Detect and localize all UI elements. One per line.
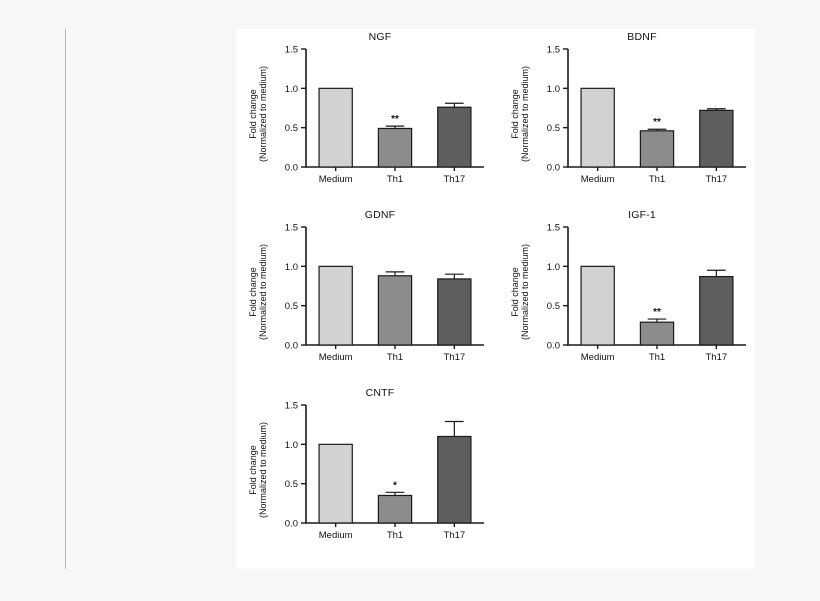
x-tick-label: Th1 (648, 352, 666, 363)
y-tick-label: 1.5 (546, 44, 560, 56)
x-tick-label: Medium (318, 174, 353, 185)
bar-th17 (438, 436, 471, 523)
chart-panel-bdnf (498, 29, 758, 205)
y-tick-label: 0.0 (546, 340, 560, 352)
y-tick-label: 1.0 (284, 261, 298, 273)
bar-th1 (640, 131, 673, 167)
y-axis-label (510, 49, 528, 179)
x-tick-label: Th1 (386, 530, 404, 541)
y-tick-label: 1.5 (546, 222, 560, 234)
y-tick-label: 0.5 (284, 301, 298, 313)
bar-th17 (438, 107, 471, 167)
y-tick-label: 1.5 (284, 44, 298, 56)
y-axis-label (510, 227, 528, 357)
y-tick-label: 1.0 (546, 83, 560, 95)
chart-title: BDNF (627, 31, 657, 43)
y-axis-label-line1: Fold change (248, 445, 258, 495)
chart-plot (498, 207, 758, 383)
y-tick-label: 0.5 (546, 123, 560, 135)
significance-marker: * (393, 480, 397, 492)
x-tick-label: Th17 (443, 174, 466, 185)
y-tick-label: 0.0 (284, 162, 298, 174)
x-tick-label: Th1 (386, 174, 404, 185)
y-tick-label: 0.0 (284, 340, 298, 352)
x-tick-label: Th17 (705, 174, 728, 185)
chart-plot (498, 29, 758, 205)
chart-panel-igf-1 (498, 207, 758, 383)
y-tick-label: 0.5 (546, 301, 560, 313)
y-axis-label-line2: (Normalized to medium) (258, 243, 268, 341)
bar-medium (581, 88, 614, 167)
bar-th1 (378, 276, 411, 345)
x-tick-label: Th1 (648, 174, 666, 185)
bar-medium (581, 266, 614, 345)
x-tick-label: Th17 (705, 352, 728, 363)
y-axis-label-line1: Fold change (248, 267, 258, 317)
bar-th17 (700, 277, 733, 345)
y-tick-label: 0.5 (284, 123, 298, 135)
chart-title: IGF-1 (628, 209, 656, 221)
y-axis-label-line2: (Normalized to medium) (520, 65, 530, 163)
y-tick-label: 1.0 (546, 261, 560, 273)
y-tick-label: 1.5 (284, 222, 298, 234)
y-axis-label-line1: Fold change (510, 89, 520, 139)
y-axis-label (248, 49, 266, 179)
x-tick-label: Medium (318, 530, 353, 541)
bar-medium (319, 88, 352, 167)
significance-marker: ** (391, 114, 399, 126)
bar-medium (319, 266, 352, 345)
x-tick-label: Th17 (443, 352, 466, 363)
figure-canvas (236, 29, 755, 569)
chart-plot (236, 29, 496, 205)
bar-th1 (640, 322, 673, 345)
y-axis-label (248, 227, 266, 357)
chart-title: NGF (368, 31, 392, 43)
x-tick-label: Th1 (386, 352, 404, 363)
chart-plot (236, 385, 496, 561)
x-tick-label: Th17 (443, 530, 466, 541)
y-axis-label-line1: Fold change (248, 89, 258, 139)
bar-th17 (438, 279, 471, 345)
y-axis-label-line2: (Normalized to medium) (258, 421, 268, 519)
y-tick-label: 1.0 (284, 83, 298, 95)
y-axis-label-line1: Fold change (510, 267, 520, 317)
y-tick-label: 0.0 (284, 518, 298, 530)
chart-title: CNTF (365, 387, 395, 399)
chart-panel-ngf (236, 29, 496, 205)
y-tick-label: 1.5 (284, 400, 298, 412)
chart-panel-gdnf (236, 207, 496, 383)
significance-marker: ** (653, 307, 661, 319)
bar-th1 (378, 495, 411, 523)
y-axis-label-line2: (Normalized to medium) (258, 65, 268, 163)
bar-medium (319, 444, 352, 523)
left-vertical-rule (65, 29, 66, 569)
y-tick-label: 0.5 (284, 479, 298, 491)
chart-panel-cntf (236, 385, 496, 561)
x-tick-label: Medium (318, 352, 353, 363)
chart-plot (236, 207, 496, 383)
y-axis-label (248, 405, 266, 535)
y-axis-label-line2: (Normalized to medium) (520, 243, 530, 341)
y-tick-label: 0.0 (546, 162, 560, 174)
bar-th1 (378, 128, 411, 167)
bar-th17 (700, 110, 733, 167)
x-tick-label: Medium (580, 174, 615, 185)
y-tick-label: 1.0 (284, 439, 298, 451)
chart-title: GDNF (364, 209, 396, 221)
x-tick-label: Medium (580, 352, 615, 363)
significance-marker: ** (653, 117, 661, 129)
